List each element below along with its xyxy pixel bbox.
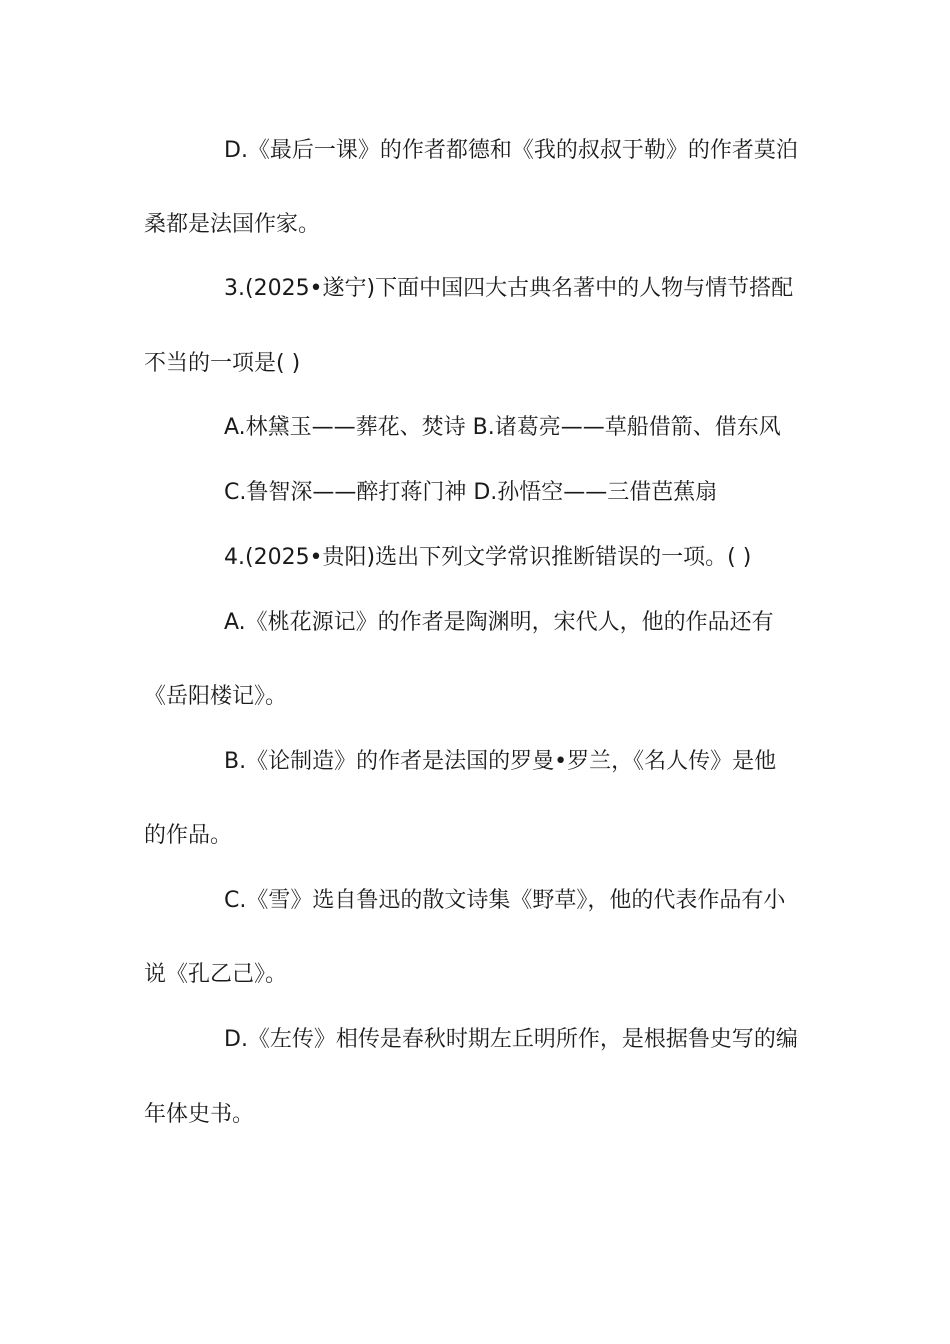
question-4-option-c-line-2: 说《孔乙己》。 [144, 962, 288, 987]
question-3-line-2: 不当的一项是( ) [144, 351, 301, 376]
question-4-option-c-line-1: C.《雪》选自鲁迅的散文诗集《野草》，他的代表作品有小 [224, 888, 786, 913]
option-d-line-1: D.《最后一课》的作者都德和《我的叔叔于勒》的作者莫泊 [224, 138, 798, 163]
question-4-option-d-line-1: D.《左传》相传是春秋时期左丘明所作，是根据鲁史写的编 [224, 1027, 798, 1052]
question-3-line-1: 3.(2025•遂宁)下面中国四大古典名著中的人物与情节搭配 [224, 276, 794, 301]
question-3-options-cd: C.鲁智深——醉打蒋门神 D.孙悟空——三借芭蕉扇 [224, 480, 718, 505]
question-3-options-ab: A.林黛玉——葬花、焚诗 B.诸葛亮——草船借箭、借东风 [224, 415, 781, 440]
question-4-stem: 4.(2025•贵阳)选出下列文学常识推断错误的一项。( ) [224, 545, 752, 570]
question-4-option-b-line-1: B.《论制造》的作者是法国的罗曼•罗兰，《名人传》是他 [224, 749, 777, 774]
question-4-option-b-line-2: 的作品。 [144, 823, 233, 848]
question-4-option-a-line-2: 《岳阳楼记》。 [144, 684, 288, 709]
question-4-option-a-line-1: A.《桃花源记》的作者是陶渊明，宋代人，他的作品还有 [224, 610, 774, 635]
option-d-line-2: 桑都是法国作家。 [144, 212, 321, 237]
question-4-option-d-line-2: 年体史书。 [144, 1102, 255, 1127]
